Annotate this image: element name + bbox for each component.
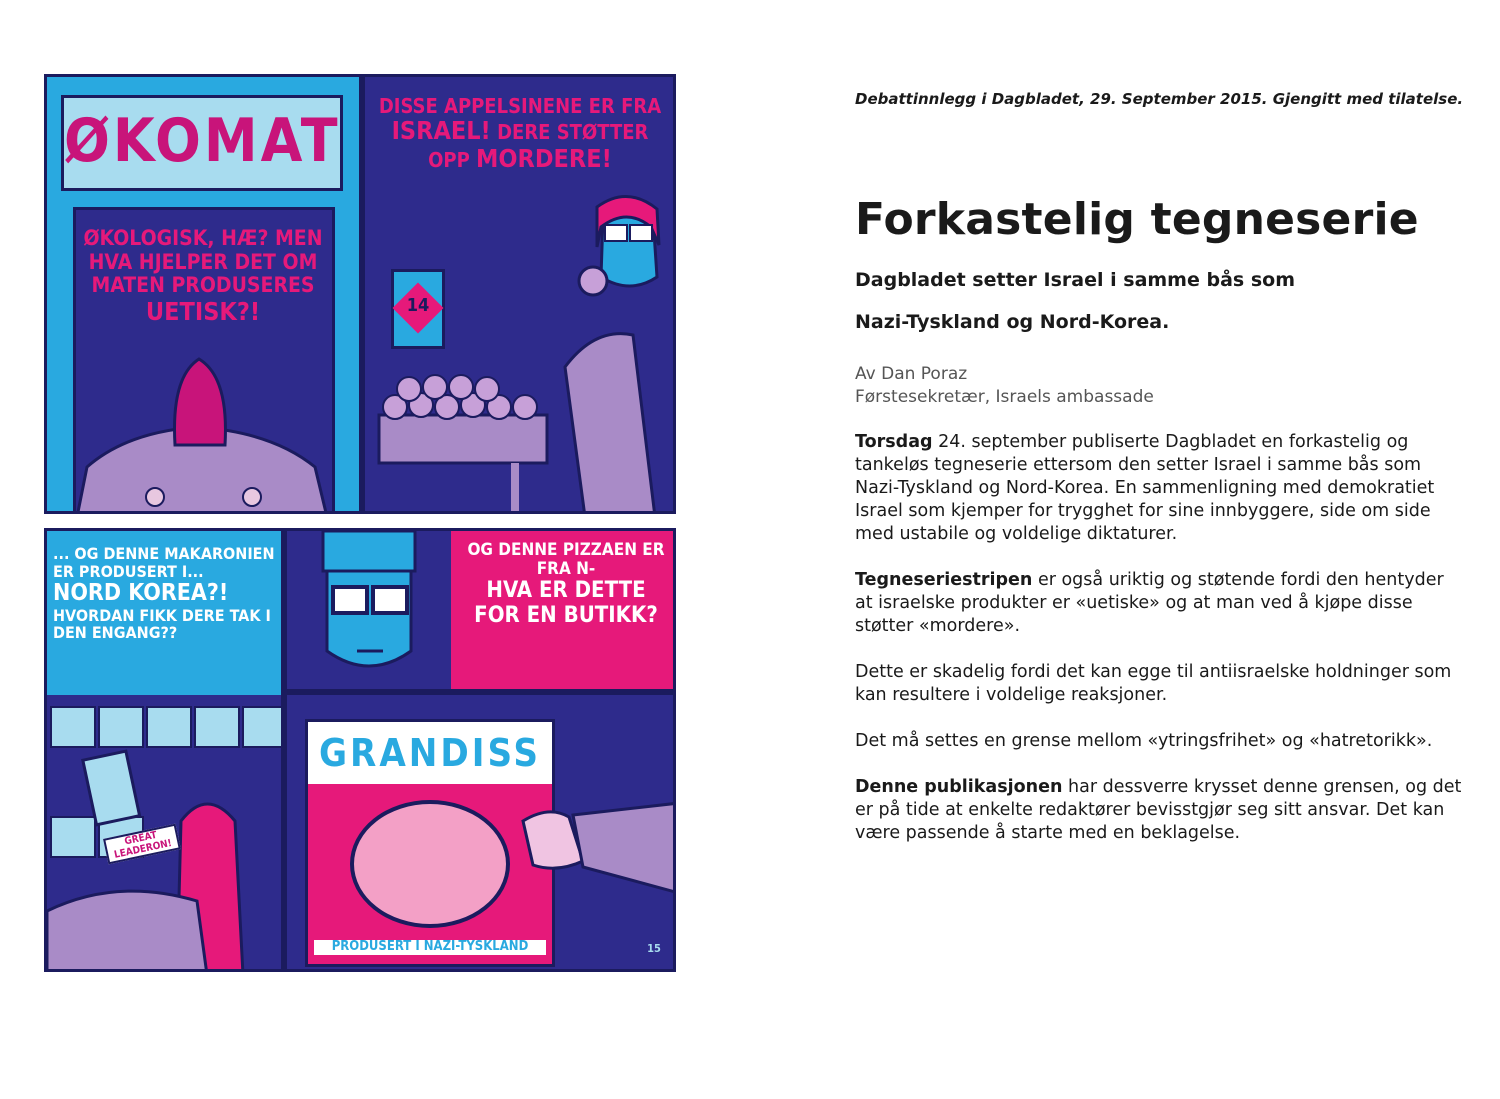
paragraph-text: Det må settes en grense mellom «ytringsfrihet» og «hatretorikk». [855,731,1433,751]
byline [855,363,1465,409]
source-note: Debattinnlegg i Dagbladet, 29. September 2015. Gjengitt med tilatelse. [855,90,1464,108]
speech-text-panel-4 [463,541,669,628]
paragraph [855,776,1465,845]
customer-figure [47,77,362,514]
speech-line-1: ... OG DENNE MAKARONIEN ER PRODUSERT I... [53,544,275,581]
author-title: Førstesekretær, Israels ambassade [855,387,1154,407]
pizza-box-footer: PRODUSERT I NAZI-TYSKLAND [314,940,546,955]
fruit-stand [365,77,676,514]
speech-text-b: DERE STØTTER OPP [428,120,649,173]
speech-line-1: OG DENNE PIZZAEN ER FRA N- [467,540,665,580]
pizza-brand: GRANDISS [318,731,542,775]
article-body [855,431,1465,845]
speech-emphasis: UETISK?! [145,296,261,326]
paragraph-lead: Denne publikasjonen [855,777,1063,797]
comic-panel-2 [362,74,676,514]
comic-panel-1 [44,74,362,514]
author-name: Av Dan Poraz [855,364,968,384]
store-sign-text: ØKOMAT [64,106,341,176]
paragraph-lead: Tegneseriestripen [855,570,1033,590]
speech-emphasis-butikk: HVA ER DETTE FOR EN BUTIKK? [474,578,658,628]
shop-shelves [47,531,284,972]
artist-signature: 15 [647,942,661,955]
paragraph [855,730,1465,753]
headline: Forkastelig tegneserie [855,194,1419,245]
paragraph-text: er også uriktig og støtende fordi den hentyder at israelske produkter er «uetiske» og at man ved å kjøpe disse støtter «mordere». [855,570,1444,636]
article [855,90,1465,868]
comic-panel-3 [44,528,284,972]
speech-line-2: HVORDAN FIKK DERE TAK I DEN ENGANG?? [53,605,271,643]
comic-panel-4 [284,528,676,692]
paragraph [855,569,1465,638]
paragraph-text: Dette er skadelig fordi det kan egge til antiisraelske holdninger som kan resultere i voldelige reaksjoner. [855,662,1452,705]
subhead-line-1: Dagbladet setter Israel i samme bås som [855,269,1295,291]
speech-text: ØKOLOGISK, HÆ? MEN HVA HJELPER DET OM MATEN PRODUSERES [83,226,323,298]
hand-holding-box [287,695,676,972]
subhead-line-2: Nazi-Tyskland og Nord-Korea. [855,311,1170,333]
paragraph [855,661,1465,707]
comic-panel-5 [284,692,676,972]
price-tag-text: 14 [406,295,430,316]
speech-emphasis-nordkorea: NORD KOREA?! [53,579,229,606]
paragraph-lead: Torsdag [855,432,933,452]
speech-emphasis-mordere: MORDERE! [476,144,612,174]
comic-strip [44,74,676,972]
paragraph-text: har dessverre krysset denne grensen, og det er på tide at enkelte redaktører bevisstgjør seg sitt ansvar. Det kan være passende å starte med en beklagelse. [855,777,1462,843]
speech-emphasis-israel: ISRAEL! [391,116,491,146]
speech-text-a: DISSE APPELSINENE ER FRA [378,94,662,118]
package-label: GREAT LEADERON! [103,824,181,865]
paragraph [855,431,1465,546]
paragraph-text: 24. september publiserte Dagbladet en forkastelig og tankeløs tegneserie ettersom den setter Israel i samme bås som Nazi-Tyskland og Nord-Korea. En sammenligning med demokratiet Israel som kjemper for trygghet for sine innbyggere, side om side med ustabile og voldelige diktaturer. [855,432,1435,544]
